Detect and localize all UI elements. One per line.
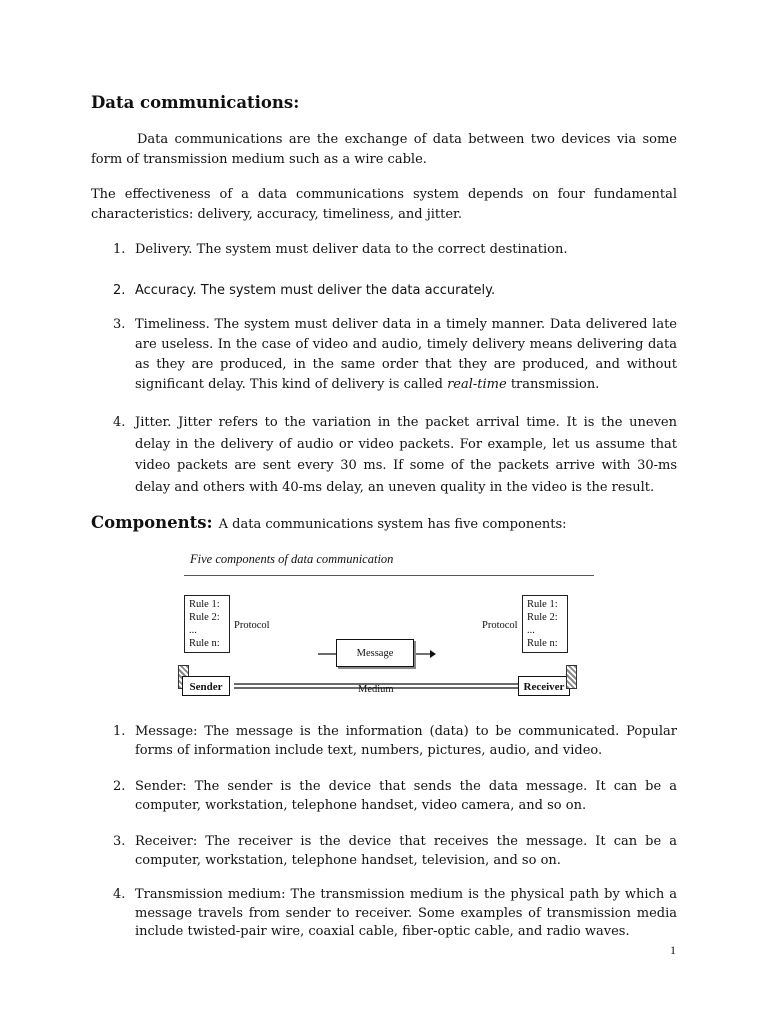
components-heading <box>91 512 567 536</box>
receiver-device-side <box>566 665 577 689</box>
receiver-device: Receiver <box>518 676 570 696</box>
list-item-delivery <box>113 240 677 260</box>
component-transmission-medium <box>113 886 677 942</box>
receiver-rules-box: Rule 1: Rule 2: ... Rule n: <box>522 595 568 653</box>
list-text: Message: The message is the information (data) to be communicated. Popular forms of information include text, numbers, pictures, audio, and video. <box>135 724 677 758</box>
emphasis-real-time: real-time <box>447 377 507 392</box>
component-message <box>113 722 677 760</box>
list-text: Delivery. The system must deliver data to the correct destination. <box>135 242 568 257</box>
list-number: 3. <box>113 834 126 849</box>
components-figure <box>178 548 598 708</box>
sender-device: Sender <box>182 676 230 696</box>
sender-rules-box: Rule 1: Rule 2: ... Rule n: <box>184 595 230 653</box>
list-number: 2. <box>113 779 126 794</box>
components-title: Components: <box>91 513 213 532</box>
component-receiver <box>113 832 677 870</box>
list-number: 1. <box>113 724 126 739</box>
list-text: Sender: The sender is the device that sends the data message. It can be a computer, workstation, telephone handset, video camera, and so on. <box>135 779 677 813</box>
list-item-jitter <box>113 412 677 498</box>
page-number: 1 <box>670 943 676 957</box>
intro-paragraph: Data communications are the exchange of data between two devices via some form of transmission medium such as a wire cable. <box>91 132 677 167</box>
list-number: 1. <box>113 242 126 257</box>
components-intro: A data communications system has five components: <box>218 517 567 532</box>
list-text: Accuracy. The system must deliver the data accurately. <box>135 283 496 298</box>
list-number: 2. <box>113 283 126 298</box>
list-number: 3. <box>113 317 126 332</box>
list-text: Jitter. Jitter refers to the variation in the packet arrival time. It is the uneven delay in the delivery of audio or video packets. For example, let us assume that video packets are sent every 30 ms. If some of the packets arrive with 30-ms delay and others with 40-ms delay, an uneven quality in the video is the result. <box>135 415 677 495</box>
list-number: 4. <box>113 415 126 430</box>
medium-label: Medium <box>358 684 394 695</box>
list-item-accuracy <box>113 281 677 301</box>
effectiveness-paragraph: The effectiveness of a data communications system depends on four fundamental characteristics: delivery, accuracy, timeliness, and jitter. <box>91 187 677 222</box>
list-text: Transmission medium: The transmission medium is the physical path by which a message travels from sender to receiver. Some examples of transmission media include twisted-pair wire, coaxial cable, fiber-optic cable, and radio waves. <box>135 887 677 939</box>
figure-caption: Five components of data communication <box>190 552 394 566</box>
component-sender <box>113 777 677 815</box>
list-text: Timeliness. The system must deliver data in a timely manner. Data delivered late are useless. In the case of video and audio, timely delivery means delivering data as they are produced, in the same order that they are produced, and without significant delay. This kind of delivery is called real-time transmission. <box>135 317 677 392</box>
list-number: 4. <box>113 887 126 902</box>
protocol-label-right: Protocol <box>482 620 518 631</box>
page-title: Data communications: <box>91 93 300 112</box>
list-text: Receiver: The receiver is the device that receives the message. It can be a computer, workstation, telephone handset, television, and so on. <box>135 834 677 868</box>
message-box: Message <box>336 639 414 667</box>
list-item-timeliness <box>113 315 677 395</box>
protocol-label-left: Protocol <box>234 620 270 631</box>
